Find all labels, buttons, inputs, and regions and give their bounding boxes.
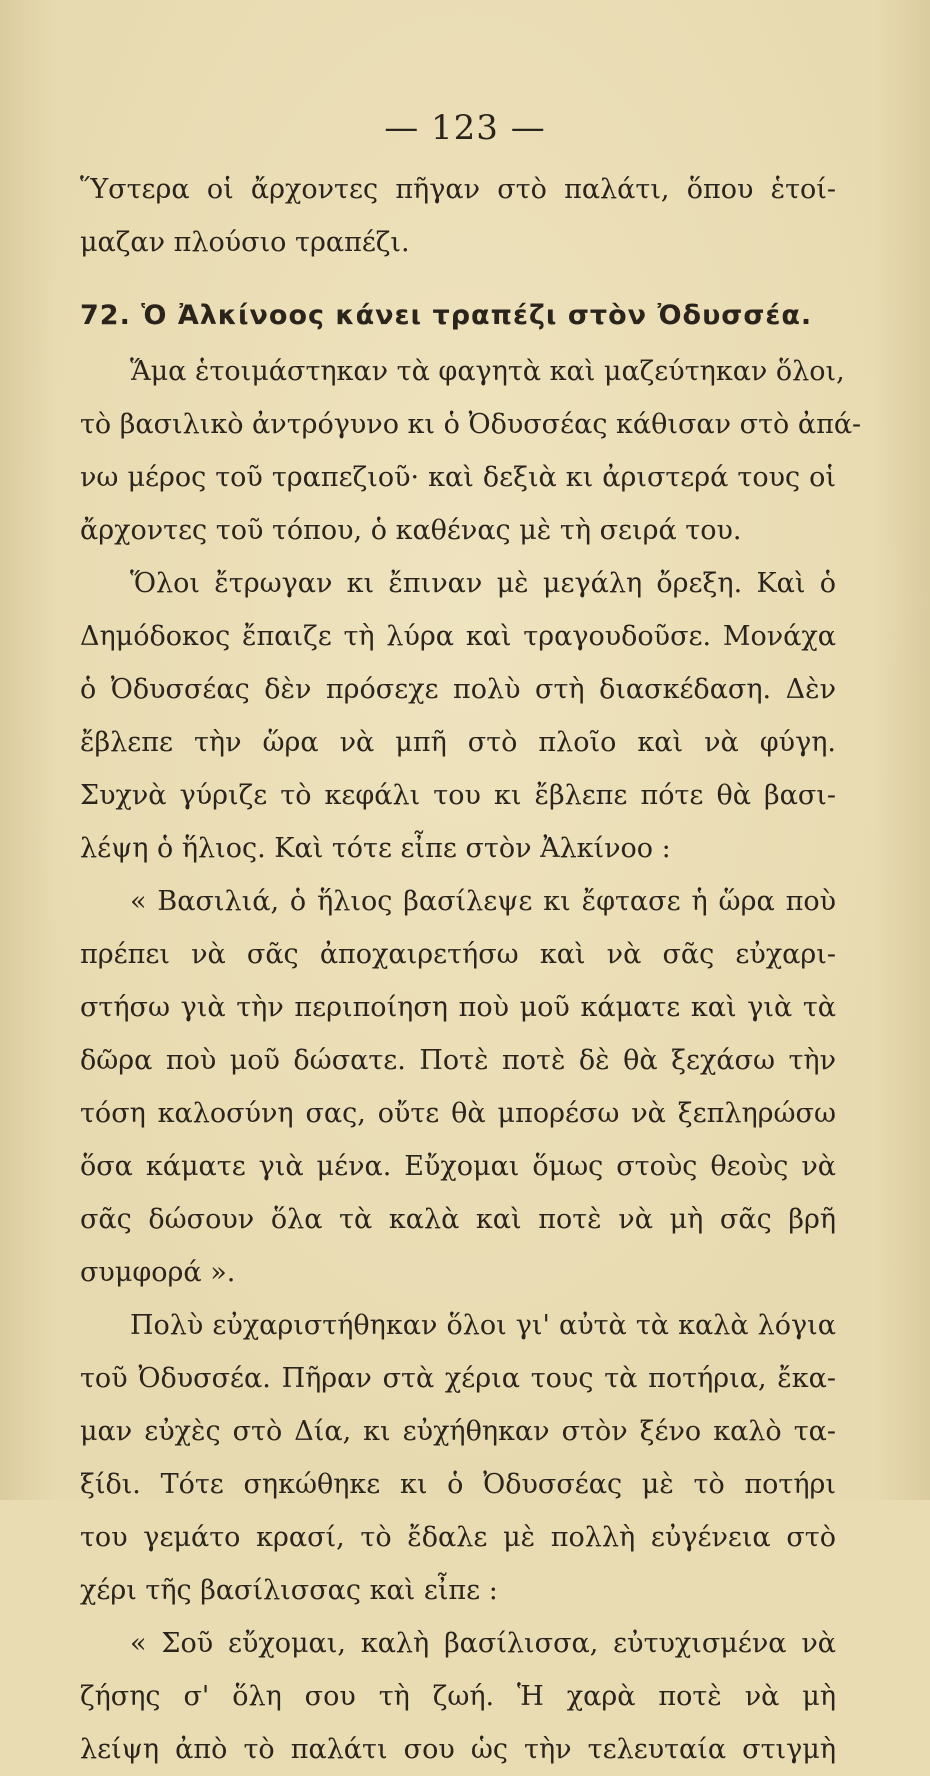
- text-line: τὸ βασιλικὸ ἀντρόγυνο κι ὁ Ὀδυσσέας κάθισαν στὸ ἀπά-: [80, 409, 862, 440]
- page-number: — 123 —: [384, 108, 546, 148]
- text-line: μαζαν πλούσιο τραπέζι.: [80, 227, 410, 258]
- text-line: νω μέρος τοῦ τραπεζιοῦ· καὶ δεξιὰ κι ἀριστερά τους οἱ: [80, 462, 836, 493]
- text-line: τοῦ Ὀδυσσέα. Πῆραν στὰ χέρια τους τὰ ποτήρια, ἔκα-: [80, 1363, 836, 1394]
- text-line: πρέπει νὰ σᾶς ἀποχαιρετήσω καὶ νὰ σᾶς εὐχαρι-: [80, 939, 836, 970]
- text-line: Δημόδοκος ἔπαιζε τὴ λύρα καὶ τραγουδοῦσε. Μονάχα: [80, 621, 836, 652]
- text-line: Πολὺ εὐχαριστήθηκαν ὅλοι γι' αὐτὰ τὰ καλὰ λόγια: [130, 1310, 836, 1341]
- text-line: συμφορά ».: [80, 1257, 236, 1288]
- text-line: ὅσα κάματε γιὰ μένα. Εὔχομαι ὅμως στοὺς θεοὺς νὰ: [80, 1151, 836, 1182]
- text-line: του γεμάτο κρασί, τὸ ἔδαλε μὲ πολλὴ εὐγένεια στὸ: [80, 1522, 836, 1553]
- text-line: σᾶς δώσουν ὅλα τὰ καλὰ καὶ ποτὲ νὰ μὴ σᾶς βρῆ: [80, 1204, 836, 1235]
- text-line: Ἅμα ἑτοιμάστηκαν τὰ φαγητὰ καὶ μαζεύτηκαν ὅλοι,: [130, 356, 845, 387]
- section-heading: 72. Ὁ Ἀλκίνοος κάνει τραπέζι στὸν Ὀδυσσέα.: [80, 300, 813, 331]
- text-line: λέψη ὁ ἥλιος. Καὶ τότε εἶπε στὸν Ἀλκίνοο :: [80, 833, 671, 864]
- text-line: Ὅλοι ἔτρωγαν κι ἔπιναν μὲ μεγάλη ὄρεξη. Καὶ ὁ: [130, 568, 836, 599]
- text-line: Ὕστερα οἱ ἄρχοντες πῆγαν στὸ παλάτι, ὅπου ἑτοί-: [80, 174, 836, 205]
- text-line: τόση καλοσύνη σας, οὔτε θὰ μπορέσω νὰ ξεπληρώσω: [80, 1098, 836, 1129]
- text-line: στήσω γιὰ τὴν περιποίηση ποὺ μοῦ κάματε καὶ γιὰ τὰ: [80, 992, 836, 1023]
- text-line: ξίδι. Τότε σηκώθηκε κι ὁ Ὀδυσσέας μὲ τὸ ποτήρι: [80, 1469, 836, 1500]
- text-line: ἄρχοντες τοῦ τόπου, ὁ καθένας μὲ τὴ σειρά του.: [80, 515, 742, 546]
- text-line: χέρι τῆς βασίλισσας καὶ εἶπε :: [80, 1575, 498, 1606]
- text-line: ἔβλεπε τὴν ὥρα νὰ μπῆ στὸ πλοῖο καὶ νὰ φύγη.: [80, 727, 836, 758]
- text-line: ὁ Ὀδυσσέας δὲν πρόσεχε πολὺ στὴ διασκέδαση. Δὲν: [80, 674, 836, 705]
- text-line: μαν εὐχὲς στὸ Δία, κι εὐχήθηκαν στὸν ξένο καλὸ τα-: [80, 1416, 836, 1447]
- text-line: ζήσης σ' ὅλη σου τὴ ζωή. Ἡ χαρὰ ποτὲ νὰ μὴ: [80, 1681, 836, 1712]
- text-line: λείψη ἀπὸ τὸ παλάτι σου ὡς τὴν τελευταία στιγμὴ: [80, 1734, 836, 1765]
- text-line: « Σοῦ εὔχομαι, καλὴ βασίλισσα, εὐτυχισμένα νὰ: [130, 1628, 836, 1659]
- text-line: δῶρα ποὺ μοῦ δώσατε. Ποτὲ ποτὲ δὲ θὰ ξεχάσω τὴν: [80, 1045, 836, 1076]
- text-line: Συχνὰ γύριζε τὸ κεφάλι του κι ἔβλεπε πότε θὰ βασι-: [80, 780, 836, 811]
- page-text: [80, 163, 862, 1776]
- text-line: « Βασιλιά, ὁ ἥλιος βασίλεψε κι ἔφτασε ἡ ὥρα ποὺ: [130, 886, 836, 917]
